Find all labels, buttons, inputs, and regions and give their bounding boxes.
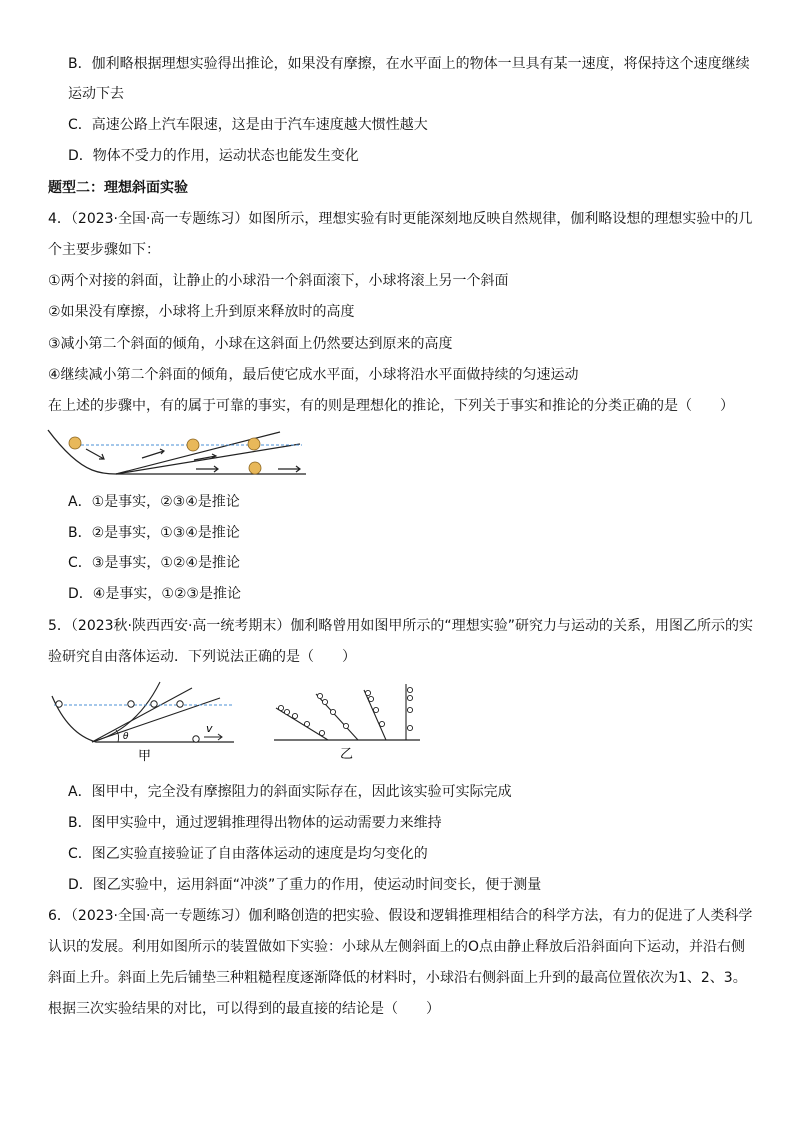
q5-option-a: A．图甲中，完全没有摩擦阻力的斜面实际存在，因此该实验可实际完成	[68, 784, 512, 800]
q6-stem-line3: 斜面上升。斜面上先后铺垫三种粗糙程度逐渐降低的材料时，小球沿右侧斜面上升到的最高位置依次为1、2、3。	[48, 970, 747, 986]
q4-step-2: ②如果没有摩擦，小球将上升到原来释放时的高度	[48, 304, 355, 320]
jia-incline-1	[92, 688, 192, 742]
q4-incline-figure	[46, 428, 310, 480]
q3-option-c: C．高速公路上汽车限速，这是由于汽车速度越大惯性越大	[68, 117, 428, 133]
incline-curve	[48, 430, 306, 474]
q4-option-b: B．②是事实，①③④是推论	[68, 525, 240, 541]
q4-question: 在上述的步骤中，有的属于可靠的事实，有的则是理想化的推论，下列关于事实和推论的分类正确的是（ ）	[48, 398, 734, 414]
yi-balls	[278, 687, 412, 735]
q4-step-4: ④继续减小第二个斜面的倾角，最后使它成水平面，小球将沿水平面做持续的匀速运动	[48, 367, 579, 383]
q3-option-b-line2: 运动下去	[68, 86, 124, 102]
jia-theta: θ	[123, 732, 129, 742]
jia-v-label: v	[206, 722, 213, 735]
q3-option-d: D．物体不受力的作用，运动状态也能发生变化	[68, 148, 359, 164]
q5-stem-line2: 验研究自由落体运动．下列说法正确的是（ ）	[48, 649, 356, 665]
q4-option-a: A．①是事实，②③④是推论	[68, 494, 240, 510]
q4-stem-line1: 4．（2023·全国·高一专题练习）如图所示，理想实验有时更能深刻地反映自然规律，伽利略设想的理想实验中的几	[48, 211, 753, 227]
q4-step-3: ③减小第二个斜面的倾角，小球在这斜面上仍然要达到原来的高度	[48, 336, 453, 352]
motion-arrows	[86, 449, 300, 472]
yi-label: 乙	[340, 747, 354, 762]
yi-incline-3	[364, 690, 386, 740]
q5-figure-jia	[48, 676, 240, 764]
q6-stem-line2: 认识的发展。利用如图所示的装置做如下实验：小球从左侧斜面上的O点由静止释放后沿斜面向下运动，并沿右侧	[48, 939, 746, 955]
q4-step-1: ①两个对接的斜面，让静止的小球沿一个斜面滚下，小球将滚上另一个斜面	[48, 273, 509, 289]
q5-option-b: B．图甲实验中，通过逻辑推理得出物体的运动需要力来维持	[68, 815, 442, 831]
q4-option-c: C．③是事实，①②④是推论	[68, 555, 240, 571]
q5-option-d: D．图乙实验中，运用斜面“冲淡”了重力的作用，使运动时间变长，便于测量	[68, 877, 542, 893]
q5-figure-yi	[270, 682, 430, 764]
q5-option-c: C．图乙实验直接验证了自由落体运动的速度是均匀变化的	[68, 846, 428, 862]
q4-option-d: D．④是事实，①②③是推论	[68, 586, 241, 602]
q6-stem-line4: 根据三次实验结果的对比，可以得到的最直接的结论是（ ）	[48, 1001, 440, 1017]
q4-stem-line2: 个主要步骤如下：	[48, 242, 160, 258]
section-title: 题型二：理想斜面实验	[48, 180, 188, 196]
q6-stem-line1: 6．（2023·全国·高一专题练习）伽利略创造的把实验、假设和逻辑推理相结合的科学方法，有力的促进了人类科学	[48, 908, 753, 924]
q3-option-b-line1: B．伽利略根据理想实验得出推论，如果没有摩擦，在水平面上的物体一旦具有某一速度，将保持这个速度继续	[68, 56, 750, 72]
jia-label: 甲	[138, 749, 152, 764]
q5-stem-line1: 5．（2023秋·陕西西安·高一统考期末）伽利略曾用如图甲所示的“理想实验”研究力与运动的关系，用图乙所示的实	[48, 618, 753, 634]
